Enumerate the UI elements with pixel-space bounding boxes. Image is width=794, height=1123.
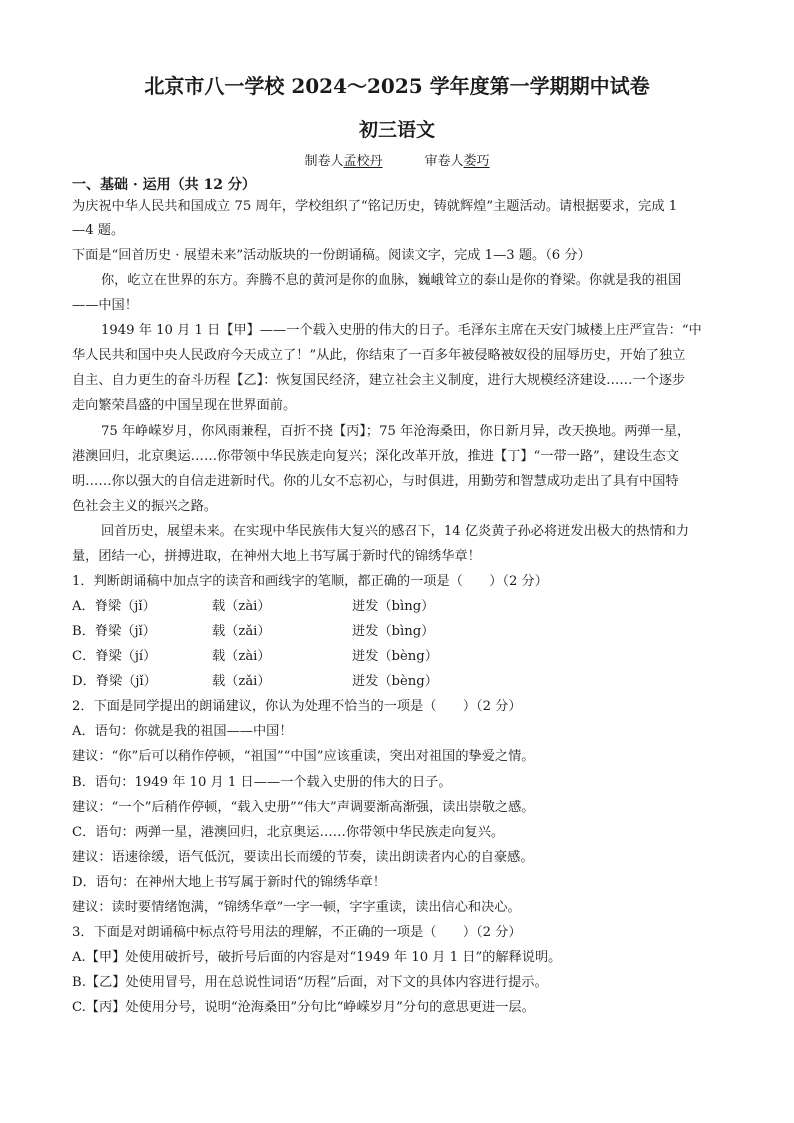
passage-line: 75 年峥嵘岁月，你风雨兼程，百折不挠【丙】；75 年沧海桑田，你日新月异，改天换地。两弹一星， bbox=[101, 424, 691, 439]
question-2-stem: 2．下面是同学提出的朗诵建议，你认为处理不恰当的一项是（ ）（2 分） bbox=[72, 699, 522, 714]
exam-subtitle: 初三语文 bbox=[358, 119, 435, 141]
q1-option-a-word: A．脊梁（jǐ） bbox=[72, 599, 156, 614]
passage-line: 回首历史，展望未来。在实现中华民族伟大复兴的感召下，14 亿炎黄子孙必将迸发出极大的热情和力 bbox=[101, 524, 690, 539]
q3-option-b: B.【乙】处使用冒号，用在总说性词语“历程”后面，对下文的具体内容进行提示。 bbox=[72, 975, 548, 990]
q1-option-a-char: 载（zài） bbox=[212, 599, 271, 614]
q2-option-a: A．语句：你就是我的祖国——中国！ bbox=[72, 724, 293, 739]
passage-line: 你，屹立在世界的东方。奔腾不息的黄河是你的血脉，巍峨耸立的泰山是你的脊梁。你就是我的祖国 bbox=[101, 273, 682, 288]
question-1-stem: 1．判断朗诵稿中加点字的读音和画线字的笔顺，都正确的一项是（ ）（2 分） bbox=[72, 574, 548, 589]
intro-line: 下面是“回首历史 · 展望未来”活动版块的一份朗诵稿。阅读文字，完成 1—3 题。（6 分） bbox=[72, 248, 591, 263]
q3-option-c: C.【丙】处使用分号，说明“沧海桑田”分句比“峥嵘岁月”分句的意思更进一层。 bbox=[72, 1000, 535, 1015]
q1-option-b-word2: 迸发（bìng） bbox=[352, 624, 435, 639]
q1-option-b-char: 载（zǎi） bbox=[212, 624, 271, 639]
maker-name: 孟校丹 bbox=[343, 154, 383, 169]
maker-label: 制卷人 bbox=[304, 154, 344, 169]
q2-advice-a: 建议：“你”后可以稍作停顿，“祖国”“中国”应该重读，突出对祖国的挚爱之情。 bbox=[72, 749, 535, 764]
q2-advice-d: 建议：读时要情绪饱满，“锦绣华章”一字一顿，字字重读，读出信心和决心。 bbox=[72, 900, 521, 915]
intro-line: 为庆祝中华人民共和国成立 75 周年，学校组织了“铭记历史，铸就辉煌”主题活动。请根据要求，完成 1 bbox=[72, 199, 678, 214]
intro-line: —4 题。 bbox=[72, 223, 125, 238]
passage-line: 自主、自力更生的奋斗历程【乙】：恢复国民经济，建立社会主义制度，进行大规模经济建设……一个逐步 bbox=[72, 373, 686, 388]
q1-option-d-char: 载（zǎi） bbox=[212, 674, 271, 689]
passage-line: ——中国！ bbox=[72, 298, 138, 313]
author-line bbox=[0, 150, 794, 169]
q1-option-d-word: D．脊梁（jǐ） bbox=[72, 674, 157, 689]
exam-title: 北京市八一学校 2024～2025 学年度第一学期期中试卷 bbox=[144, 74, 650, 98]
q1-option-a-word2: 迸发（bìng） bbox=[352, 599, 435, 614]
q1-option-b-word: B．脊梁（jǐ） bbox=[72, 624, 156, 639]
q2-option-d: D．语句：在神州大地上书写属于新时代的锦绣华章！ bbox=[72, 875, 386, 890]
passage-line: 1949 年 10 月 1 日【甲】——一个载入史册的伟大的日子。毛泽东主席在天安门城楼上庄严宣告：“中 bbox=[101, 323, 702, 338]
passage-line: 华人民共和国中央人民政府今天成立了！”从此，你结束了一百多年被侵略被奴役的屈辱历史，开始了独立 bbox=[72, 348, 686, 363]
q2-advice-b: 建议：“一个”后稍作停顿，“载入史册”“伟大”声调要渐高渐强，读出崇敬之感。 bbox=[72, 800, 535, 815]
section-heading: 一、基础 · 运用（共 12 分） bbox=[72, 177, 256, 193]
q2-advice-c: 建议：语速徐缓，语气低沉，要读出长而缓的节奏，读出朗读者内心的自豪感。 bbox=[72, 850, 534, 865]
passage-line: 色社会主义的振兴之路。 bbox=[72, 499, 218, 514]
q1-option-c-word: C．脊梁（jí） bbox=[72, 649, 157, 664]
q1-option-d-word2: 迸发（bèng） bbox=[352, 674, 438, 689]
q2-option-b: B．语句：1949 年 10 月 1 日——一个载入史册的伟大的日子。 bbox=[72, 775, 452, 790]
reviewer-label: 审卷人 bbox=[424, 154, 464, 169]
q2-option-c: C．语句：两弹一星，港澳回归，北京奥运……你带领中华民族走向复兴。 bbox=[72, 825, 505, 840]
passage-line: 走向繁荣昌盛的中国呈现在世界面前。 bbox=[72, 398, 297, 413]
q1-option-c-word2: 迸发（bèng） bbox=[352, 649, 438, 664]
passage-line: 港澳回归，北京奥运……你带领中华民族走向复兴；深化改革开放，推进【丁】“一带一路”，建设生态文 bbox=[72, 449, 679, 464]
q1-option-c-char: 载（zài） bbox=[212, 649, 271, 664]
passage-line: 明……你以强大的自信走进新时代。你的儿女不忘初心，与时俱进，用勤劳和智慧成功走出了具有中国特 bbox=[72, 474, 679, 489]
passage-line: 量，团结一心，拼搏进取，在神州大地上书写属于新时代的锦绣华章！ bbox=[72, 549, 481, 564]
q3-option-a: A.【甲】处使用破折号，破折号后面的内容是对“1949 年 10 月 1 日”的解释说明。 bbox=[72, 950, 562, 965]
question-3-stem: 3．下面是对朗诵稿中标点符号用法的理解，不正确的一项是（ ）（2 分） bbox=[72, 925, 522, 940]
reviewer-name: 娄巧 bbox=[463, 154, 490, 169]
